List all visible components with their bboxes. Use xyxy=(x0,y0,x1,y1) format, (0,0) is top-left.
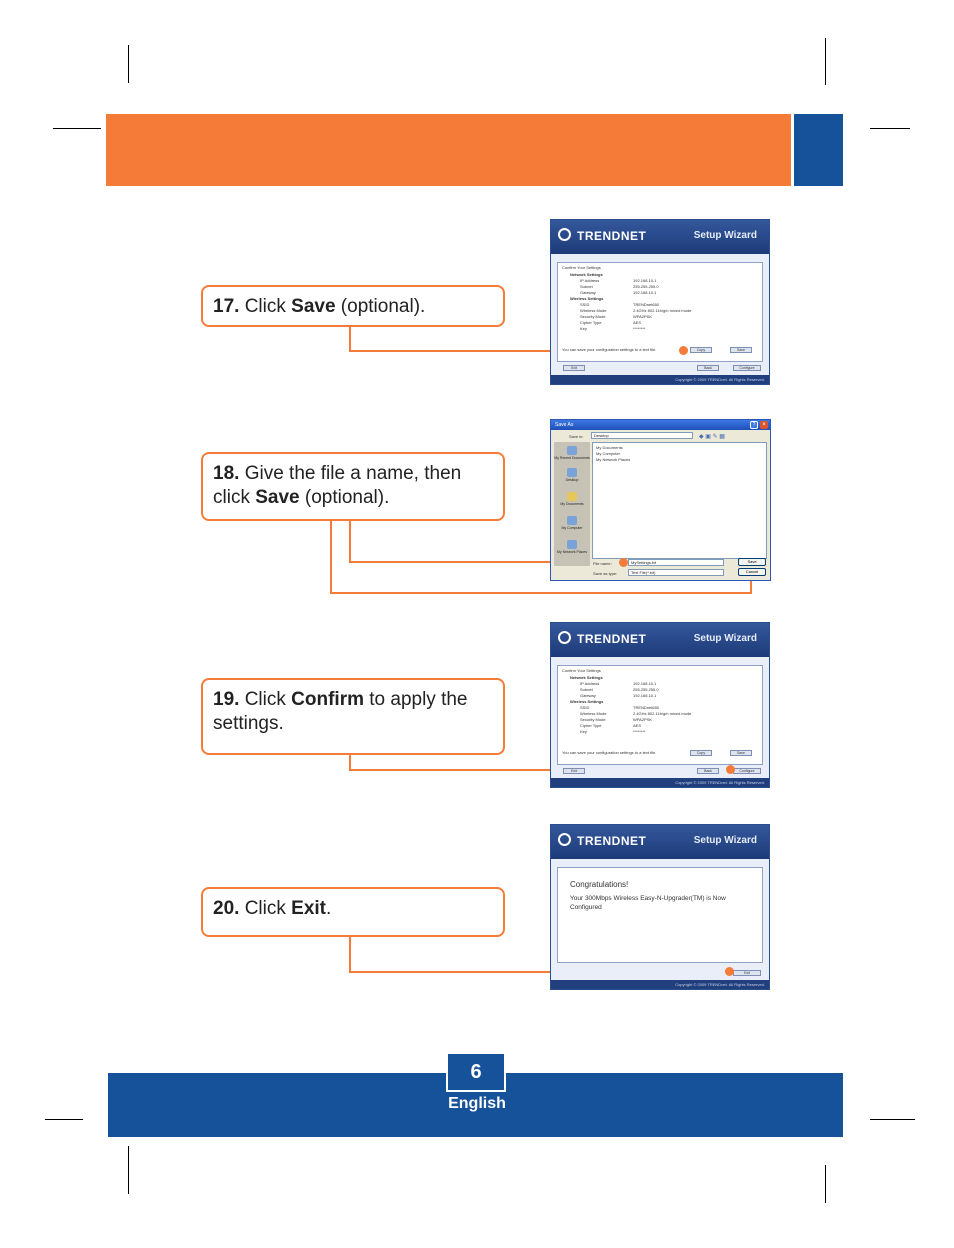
wizard-titlebar xyxy=(551,220,769,254)
network-icon xyxy=(567,540,577,549)
save-type-select[interactable]: Text File(*.txt) xyxy=(628,569,724,576)
step-18-callout: 18. Give the file a name, then click Save (optional). xyxy=(201,452,505,521)
trendnet-logo-icon xyxy=(558,631,571,644)
header-tab xyxy=(794,114,843,186)
wizard-screenshot-confirm xyxy=(550,622,770,788)
connector-line xyxy=(330,592,752,594)
wizard-title: Setup Wizard xyxy=(693,230,757,241)
congrats-panel: Congratulations! Your 300Mbps Wireless Easy-N-Upgrader(TM) is Now Configured xyxy=(557,867,763,963)
desktop-icon xyxy=(567,468,577,477)
crop-mark xyxy=(128,45,129,83)
crop-mark xyxy=(870,128,910,129)
folder-icon xyxy=(567,492,577,501)
exit-button[interactable]: Exit xyxy=(563,365,585,371)
places-network[interactable]: My Network Places xyxy=(554,540,590,554)
places-bar xyxy=(554,442,590,566)
dialog-cancel-button[interactable]: Cancel xyxy=(738,568,766,576)
connector-line xyxy=(349,327,351,352)
connector-line xyxy=(349,937,351,973)
configure-button[interactable]: Configure xyxy=(733,365,761,371)
step-17-callout: 17. Click Save (optional). xyxy=(201,285,505,327)
crop-mark xyxy=(128,1146,129,1194)
crop-mark xyxy=(45,1119,83,1120)
crop-mark xyxy=(825,38,826,85)
step-number: 17. xyxy=(213,296,240,317)
filename-input[interactable]: MySettings.txt xyxy=(628,559,724,566)
settings-panel: Confirm Your Settings Network Settings IP Address 192.168.10.1 Subnet 255.255.255.0 Gateway 192.168.10.1 Wireless Settings SSID TRENDnet650 Wireless Mode 2.4GHz 802.11b/g/n mixed mode Security Mode WPA2PSK Cipher Type AES Key ******** You can save your configuration settings to a text file. Copy Save xyxy=(557,665,763,765)
step-19-callout: 19. Click Confirm to apply the settings. xyxy=(201,678,505,755)
brand-logo: TRENDNET xyxy=(577,229,647,243)
dialog-save-button[interactable]: Save xyxy=(738,558,766,566)
pointer-dot xyxy=(619,558,628,567)
wizard-screenshot-congrats xyxy=(550,824,770,990)
places-my-documents[interactable]: My Documents xyxy=(554,492,590,506)
copy-button[interactable]: Copy xyxy=(690,347,712,353)
brand-logo: TRENDNET xyxy=(577,834,647,848)
pointer-dot xyxy=(725,967,734,976)
close-icon[interactable]: × xyxy=(760,421,768,429)
back-button[interactable]: Back xyxy=(697,768,719,774)
pointer-dot xyxy=(679,346,688,355)
places-recent[interactable]: My Recent Documents xyxy=(554,446,590,460)
trendnet-logo-icon xyxy=(558,833,571,846)
toolbar-icons[interactable]: ◆ ▣ ✎ ▦ xyxy=(699,434,725,440)
settings-panel: Confirm Your Settings Network Settings IP Address 192.168.10.1 Subnet 255.255.255.0 Gateway 192.168.10.1 Wireless Settings SSID TRENDnet650 Wireless Mode 2.4GHz 802.11b/g/n mixed mode Security Mode WPA2PSK Cipher Type AES Key ******** You can save your configuration settings to a text file. Copy Save xyxy=(557,262,763,362)
list-item[interactable]: My Network Places xyxy=(596,457,631,462)
wizard-screenshot-save xyxy=(550,219,770,385)
dialog-titlebar: Save As ? × xyxy=(551,420,770,430)
save-button[interactable]: Save xyxy=(730,347,752,353)
crop-mark xyxy=(53,128,101,129)
wizard-footer: Copyright © 2009 TRENDnet. All Rights Reserved. xyxy=(551,778,769,787)
places-desktop[interactable]: Desktop xyxy=(554,468,590,482)
computer-icon xyxy=(567,516,577,525)
language-label: English xyxy=(448,1095,506,1112)
wizard-footer: Copyright © 2009 TRENDnet. All Rights Reserved. xyxy=(551,375,769,384)
copy-button[interactable]: Copy xyxy=(690,750,712,756)
save-as-dialog: Save As ? × Save in: Desktop ◆ ▣ ✎ ▦ My Recent Documents Desktop My Documents My Computer My Network Places My Documents My Computer My Network Places File name: MySettings.txt Save as type: Text File(*.txt) Save Cancel xyxy=(550,419,771,581)
back-button[interactable]: Back xyxy=(697,365,719,371)
wizard-title: Setup Wizard xyxy=(693,835,757,846)
page-number: 6 xyxy=(446,1052,506,1092)
crop-mark xyxy=(870,1119,915,1120)
save-button[interactable]: Save xyxy=(730,750,752,756)
trendnet-logo-icon xyxy=(558,228,571,241)
connector-line xyxy=(330,521,332,594)
pointer-dot xyxy=(726,765,735,774)
wizard-footer: Copyright © 2009 TRENDnet. All Rights Reserved. xyxy=(551,980,769,989)
help-icon[interactable]: ? xyxy=(750,421,758,429)
recent-documents-icon xyxy=(567,446,577,455)
configure-button[interactable]: Configure xyxy=(733,768,761,774)
save-in-select[interactable]: Desktop xyxy=(591,432,693,439)
list-item[interactable]: My Documents xyxy=(596,445,623,450)
exit-button[interactable]: Exit xyxy=(733,970,761,976)
crop-mark xyxy=(825,1165,826,1203)
brand-logo: TRENDNET xyxy=(577,632,647,646)
file-list[interactable] xyxy=(592,442,767,559)
connector-line xyxy=(349,521,351,563)
wizard-title: Setup Wizard xyxy=(693,633,757,644)
header-bar xyxy=(106,114,791,186)
list-item[interactable]: My Computer xyxy=(596,451,621,456)
step-20-callout: 20. Click Exit. xyxy=(201,887,505,937)
places-my-computer[interactable]: My Computer xyxy=(554,516,590,530)
exit-button[interactable]: Exit xyxy=(563,768,585,774)
